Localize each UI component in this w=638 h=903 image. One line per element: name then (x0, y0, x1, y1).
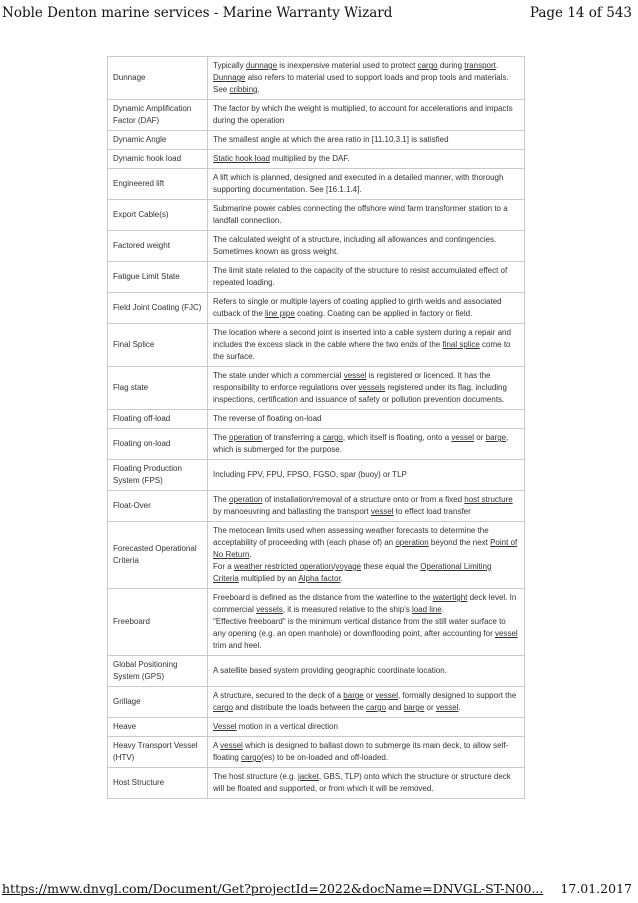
glossary-link[interactable]: Static hook load (213, 154, 270, 163)
page-footer (0, 878, 638, 900)
definition-text: multiplied by the DAF. (269, 154, 350, 163)
glossary-definition (208, 100, 525, 131)
glossary-definition (208, 460, 525, 491)
definition-text: / (333, 562, 336, 571)
definition-text: "Effective freeboard" is the minimum vertical distance from the still water surface to any opening (e.g. an open manhole) or downflooding point, after accounting for (213, 617, 506, 638)
glossary-definition (208, 200, 525, 231)
table-row (108, 324, 525, 367)
glossary-link[interactable]: vessel (220, 741, 243, 750)
glossary-link[interactable]: operation (395, 538, 429, 547)
definition-text: or (474, 433, 486, 442)
glossary-link[interactable]: vessel (435, 703, 459, 712)
table-row (108, 169, 525, 200)
definition-text: which is designed to ballast down to submerge its main deck, to allow self-floating (213, 741, 509, 762)
definition-text: , which is submerged for the purpose. (213, 433, 509, 454)
glossary-link[interactable]: cargo (417, 61, 438, 70)
glossary-link[interactable]: cargo (241, 753, 262, 762)
definition-text: The calculated weight of a structure, including all allowances and contingencies. Sometimes known as gross weight. (213, 235, 497, 256)
table-row (108, 231, 525, 262)
glossary-term: Dynamic Amplification Factor (DAF) (108, 100, 208, 131)
glossary-definition (208, 718, 525, 737)
glossary-link[interactable]: cargo (322, 433, 343, 442)
definition-text: . (441, 605, 444, 614)
definition-text: The (213, 433, 230, 442)
glossary-term: Flag state (108, 367, 208, 410)
definition-text: . (458, 703, 461, 712)
glossary-body (108, 57, 525, 799)
glossary-link[interactable]: barge (403, 703, 425, 712)
definition-text: The metocean limits used when assessing weather forecasts to determine the acceptability of proceeding with (each phase of) an (213, 526, 489, 547)
definition-text: beyond the next (428, 538, 491, 547)
definition-text: , formally designed to support the (398, 691, 517, 700)
glossary-link[interactable]: final splice (442, 340, 480, 349)
glossary-definition (208, 491, 525, 522)
glossary-link[interactable]: cargo (366, 703, 387, 712)
definition-text: and (386, 703, 404, 712)
table-row (108, 589, 525, 656)
glossary-term: Dynamic hook load (108, 150, 208, 169)
glossary-definition (208, 737, 525, 768)
glossary-link[interactable]: Alpha factor (298, 574, 341, 583)
glossary-term: Grillage (108, 687, 208, 718)
table-row (108, 737, 525, 768)
glossary-term: Global Positioning System (GPS) (108, 656, 208, 687)
definition-text: or (424, 703, 436, 712)
glossary-link[interactable]: vessel (494, 629, 518, 638)
definition-text: is registered or licenced. It has the responsibility to enforce regulations over (213, 371, 491, 392)
glossary-link[interactable]: barge (343, 691, 364, 700)
definition-text: to effect load transfer (393, 507, 471, 516)
glossary-link[interactable]: Point of No Return (213, 538, 518, 559)
table-row (108, 131, 525, 150)
glossary-link[interactable]: weather restricted operation (233, 562, 334, 571)
definition-text: The state under which a commercial (213, 371, 344, 380)
definition-text: . (340, 574, 343, 583)
table-row (108, 718, 525, 737)
glossary-term: Export Cable(s) (108, 200, 208, 231)
definition-text: A (213, 741, 221, 750)
table-row (108, 367, 525, 410)
definition-text: multiplied by an (238, 574, 299, 583)
glossary-definition (208, 687, 525, 718)
glossary-link[interactable]: vessel (370, 507, 394, 516)
table-row (108, 656, 525, 687)
definition-text: (es) to be on-loaded and off-loaded. (261, 753, 389, 762)
glossary-link[interactable]: load line (411, 605, 442, 614)
glossary-definition (208, 410, 525, 429)
glossary-term: Heave (108, 718, 208, 737)
glossary-link[interactable]: vessel (343, 371, 367, 380)
definition-text: is inexpensive material used to protect (277, 61, 418, 70)
table-row (108, 687, 525, 718)
definition-text: motion in a vertical direction (236, 722, 338, 731)
definition-text: Refers to single or multiple layers of coating applied to girth welds and associated cutback of the (213, 297, 502, 318)
table-row (108, 460, 525, 491)
glossary-link[interactable]: transport (464, 61, 496, 70)
glossary-term: Dynamic Angle (108, 131, 208, 150)
definition-text: , GBS, TLP) onto which the structure or structure deck will be floated and supported, or from which it will be removed. (213, 772, 511, 793)
glossary-link[interactable]: Dunnage (213, 73, 246, 82)
definition-text: these equal the (361, 562, 421, 571)
definition-text: The (213, 495, 230, 504)
glossary-term: Freeboard (108, 589, 208, 656)
table-row (108, 522, 525, 589)
glossary-link[interactable]: operation (229, 495, 263, 504)
glossary-link[interactable]: host structure (464, 495, 513, 504)
glossary-term: Dunnage (108, 57, 208, 100)
definition-text: also refers to material used to support loads and prop tools and materials. See (213, 73, 509, 94)
document-title: Noble Denton marine services - Marine Warranty Wizard (2, 5, 393, 21)
definition-text: , it is measured relative to the ship's (282, 605, 412, 614)
glossary-link[interactable]: vessels (256, 605, 283, 614)
definition-text: come to the surface. (213, 340, 511, 361)
glossary-link[interactable]: jacket (297, 772, 319, 781)
definition-text: The smallest angle at which the area ratio in [11.10.3.1] is satisfied (213, 135, 449, 144)
glossary-term: Floating Production System (FPS) (108, 460, 208, 491)
glossary-term: Host Structure (108, 768, 208, 799)
glossary-definition (208, 231, 525, 262)
glossary-definition (208, 131, 525, 150)
glossary-term: Forecasted Operational Criteria (108, 522, 208, 589)
table-row (108, 410, 525, 429)
definition-text: by manoeuvring and ballasting the transport (213, 507, 371, 516)
table-row (108, 100, 525, 131)
glossary-term: Fatigue Limit State (108, 262, 208, 293)
table-row (108, 293, 525, 324)
page-number: Page 14 of 543 (529, 5, 632, 21)
glossary-definition (208, 589, 525, 656)
definition-text: A lift which is planned, designed and executed in a detailed manner, with thorough supporting documentation. See [16.1.1.4]. (213, 173, 504, 194)
definition-text: registered under its flag, including inspections, certification and issuance of safety or pollution prevention documents. (213, 383, 507, 404)
glossary-term: Floating off-load (108, 410, 208, 429)
glossary-link[interactable]: watertight (432, 593, 468, 602)
glossary-link[interactable]: operation (229, 433, 263, 442)
definition-text: deck level. In commercial (213, 593, 517, 614)
definition-text: The limit state related to the capacity of the structure to resist accumulated effect of repeated loading. (213, 266, 508, 287)
glossary-link[interactable]: line pipe (265, 309, 295, 318)
table-row (108, 491, 525, 522)
definition-text: . (249, 550, 252, 559)
definition-text: For a (213, 562, 234, 571)
glossary-link[interactable]: barge (485, 433, 507, 442)
definition-text: A structure, secured to the deck of a (213, 691, 344, 700)
page-header (0, 0, 638, 28)
glossary-definition (208, 150, 525, 169)
definition-text: or (363, 691, 376, 700)
glossary-definition (208, 262, 525, 293)
glossary-definition (208, 293, 525, 324)
print-date: 17.01.2017 (560, 881, 632, 896)
glossary-definition (208, 429, 525, 460)
definition-text: . (257, 85, 260, 94)
glossary-definition (208, 522, 525, 589)
definition-text: of installation/removal of a structure onto or from a fixed (262, 495, 465, 504)
definition-text: and distribute the loads between the (233, 703, 366, 712)
glossary-table (107, 56, 525, 799)
definition-text: coating. Coating can be applied in factory or field. (294, 309, 473, 318)
glossary-term: Floating on-load (108, 429, 208, 460)
table-row (108, 429, 525, 460)
glossary-term: Field Joint Coating (FJC) (108, 293, 208, 324)
definition-text: . (495, 61, 499, 70)
glossary-definition (208, 324, 525, 367)
glossary-link[interactable]: vessel (375, 691, 399, 700)
definition-text: trim and heel. (213, 641, 262, 650)
definition-text: The factor by which the weight is multiplied, to account for accelerations and impacts during the operation (213, 104, 513, 125)
definition-text: Submarine power cables connecting the offshore wind farm transformer station to a landfall connection. (213, 204, 508, 225)
definition-text: The host structure (e.g. (213, 772, 298, 781)
table-row (108, 262, 525, 293)
glossary-link[interactable]: vessel (451, 433, 475, 442)
definition-text: The location where a second joint is inserted into a cable system during a repair and includes the excess slack in the cable where the two ends of the (213, 328, 511, 349)
glossary-link[interactable]: Vessel (213, 722, 237, 731)
glossary-term: Heavy Transport Vessel (HTV) (108, 737, 208, 768)
glossary-term: Float-Over (108, 491, 208, 522)
glossary-definition (208, 57, 525, 100)
definition-text: A satellite based system providing geographic coordinate location. (213, 666, 447, 675)
glossary-link[interactable]: cargo (213, 703, 234, 712)
table-row (108, 150, 525, 169)
table-row (108, 57, 525, 100)
definition-text: of transferring a (262, 433, 323, 442)
glossary-definition (208, 656, 525, 687)
glossary-link[interactable]: dunnage (245, 61, 278, 70)
glossary-definition (208, 768, 525, 799)
definition-text: Typically (213, 61, 246, 70)
definition-text: The reverse of floating on-load (213, 414, 322, 423)
definition-text: Freeboard is defined as the distance from the waterline to the (213, 593, 433, 602)
glossary-definition (208, 367, 525, 410)
table-row (108, 768, 525, 799)
glossary-link[interactable]: cribbing (229, 85, 258, 94)
definition-text: , which itself is floating, onto a (342, 433, 452, 442)
glossary-term: Final Splice (108, 324, 208, 367)
definition-text: Including FPV, FPU, FPSO, FGSO, spar (buoy) or TLP (213, 470, 407, 479)
definition-text: during (437, 61, 465, 70)
glossary-link[interactable]: Operational Limiting Criteria (213, 562, 492, 583)
glossary-definition (208, 169, 525, 200)
glossary-term: Factored weight (108, 231, 208, 262)
glossary-link[interactable]: vessels (358, 383, 386, 392)
glossary-term: Engineered lift (108, 169, 208, 200)
glossary-link[interactable]: voyage (335, 562, 362, 571)
source-url: https://mww.dnvgl.com/Document/Get?projectId=2022&docName=DNVGL-ST-N00... (2, 881, 544, 896)
table-row (108, 200, 525, 231)
